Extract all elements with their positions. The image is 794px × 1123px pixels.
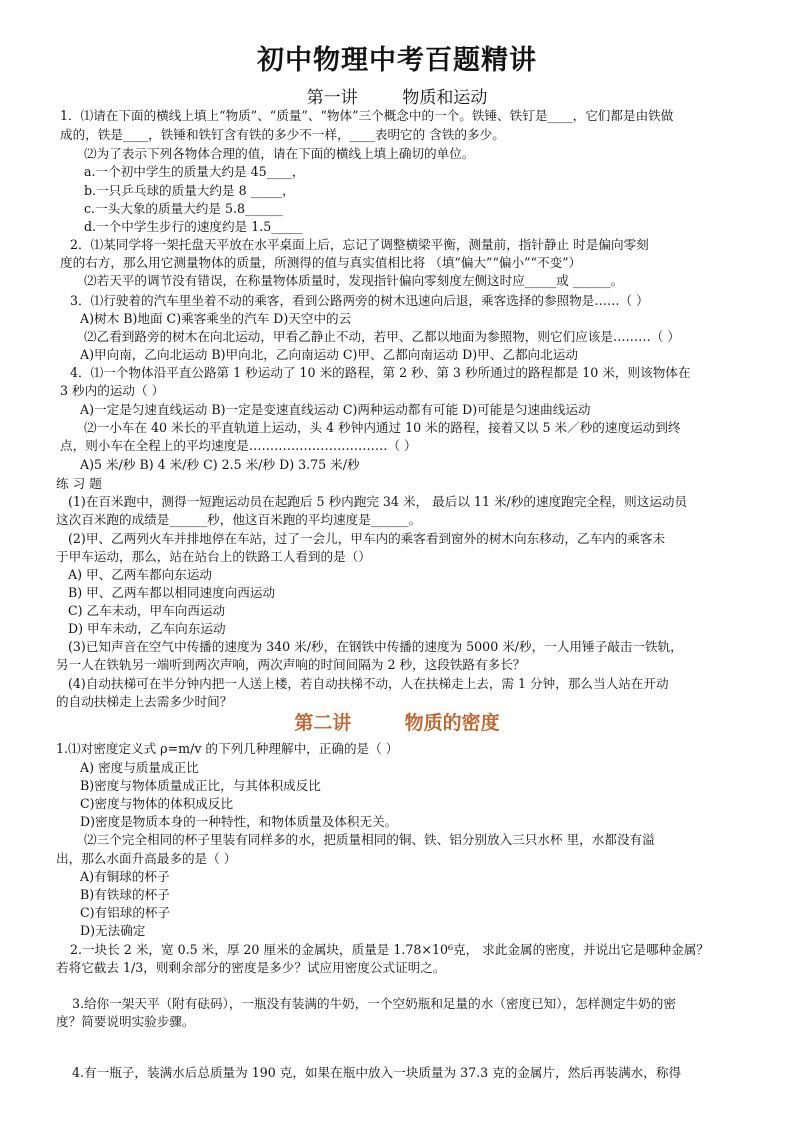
text-line: 1．⑴请在下面的横线上填上“物质”、“质量”、“物体”三个概念中的一个。铁锤、铁钉是____，它们都是由铁做 xyxy=(60,108,674,123)
text-line: 1.⑴对密度定义式 ρ=m/v 的下列几种理解中，正确的是（ ） xyxy=(56,741,399,756)
text-line: (4)自动扶梯可在半分钟内把一人送上楼，若自动扶梯不动，人在扶梯走上去，需 1 分钟，那么当人站在开动 xyxy=(68,676,669,691)
text-line: D) 甲车未动，乙车向东运动 xyxy=(68,621,226,636)
text-line: C) 乙车未动，甲车向西运动 xyxy=(68,603,226,618)
lecture-2-heading xyxy=(0,708,794,735)
text-line: ⑵一小车在 40 米长的平直轨道上运动，头 4 秒钟内通过 10 米的路程，接着又以 5 米／秒的速度运动到终 xyxy=(84,420,681,435)
text-line: 3．⑴行驶着的汽车里坐着不动的乘客，看到公路两旁的树木迅速向后退，乘客选择的参照物是……（ ） xyxy=(70,293,649,308)
text-line: A)甲向南，乙向北运动 B)甲向北，乙向南运动 C)甲、乙都向南运动 D)甲、乙都向北运动 xyxy=(80,347,578,362)
text-line: a.一个初中学生的质量大约是 45____， xyxy=(84,164,305,179)
text-line: ⑵三个完全相同的杯子里装有同样多的水，把质量相同的铜、铁、铝分别放入三只水杯 里，水都没有溢 xyxy=(84,832,655,847)
text-line: B)有铁球的杯子 xyxy=(80,887,170,902)
text-line: 2.一块长 2 米，宽 0.5 米，厚 20 厘米的金属块，质量是 1.78×10⁶克， 求此金属的密度，并说出它是哪种金属？ xyxy=(70,942,709,957)
lecture-2-number: 第二讲 xyxy=(294,712,352,734)
text-line: ⑵为了表示下列各物体合理的值，请在下面的横线上填上确切的单位。 xyxy=(84,146,475,161)
text-line: A)有铜球的杯子 xyxy=(80,869,170,884)
lecture-1-heading xyxy=(0,83,794,108)
lecture-1-number: 第一讲 xyxy=(306,88,358,108)
text-line: C)有铝球的杯子 xyxy=(80,905,171,920)
lecture-1-name: 物质和运动 xyxy=(402,88,488,108)
text-line: C)密度与物体的体积成反比 xyxy=(80,796,234,811)
text-line: 3 秒内的运动（ ） xyxy=(60,383,165,398)
text-line: B)密度与物体质量成正比，与其体积成反比 xyxy=(80,778,321,793)
text-line: A) 甲、乙两车都向东运动 xyxy=(68,567,212,582)
text-line: 度？简要说明实验步骤。 xyxy=(56,1014,195,1029)
text-line: ⑵若天平的调节没有错误，在称量物体质量时，发现指针偏向零刻度左侧这时应_____或 ______。 xyxy=(84,273,624,288)
text-line: c.一头大象的质量大约是 5.8______ xyxy=(84,201,283,216)
text-line: 若将它截去 1/3，则剩余部分的密度是多少？试应用密度公式证明之。 xyxy=(56,960,446,975)
text-line: 3.给你一架天平（附有砝码），一瓶没有装满的牛奶，一个空奶瓶和足量的水（密度已知），怎样测定牛奶的密 xyxy=(72,996,676,1011)
text-line: 4．⑴一个物体沿平直公路第 1 秒运动了 10 米的路程，第 2 秒、第 3 秒所通过的路程都是 10 米，则该物体在 xyxy=(70,365,691,380)
text-line: 的自动扶梯走上去需多少时间？ xyxy=(56,694,233,709)
text-line: (3)已知声音在空气中传播的速度为 340 米/秒，在钢铁中传播的速度为 5000 米/秒，一人用锤子敲击一铁轨， xyxy=(68,639,683,654)
text-line: (1)在百米跑中，测得一短跑运动员在起跑后 5 秒内跑完 34 米， 最后以 11 米/秒的速度跑完全程，则这运动员 xyxy=(68,494,688,509)
text-line: A) 密度与质量成正比 xyxy=(80,760,199,775)
text-line: 出，那么水面升高最多的是（ ） xyxy=(56,851,237,866)
text-line: 这次百米跑的成绩是______秒，他这百米跑的平均速度是______。 xyxy=(56,512,422,527)
text-line: d.一个中学生步行的速度约是 1.5_____ xyxy=(84,219,303,234)
text-line: 度的右方，那么用它测量物体的质量，所测得的值与真实值相比将 （填“偏大”“偏小”“不变”） xyxy=(60,255,582,270)
text-line: 练 习 题 xyxy=(56,476,102,491)
text-line: 4.有一瓶子，装满水后总质量为 190 克，如果在瓶中放入一块质量为 37.3 克的金属片，然后再装满水，称得 xyxy=(72,1065,682,1080)
lecture-2-name: 物质的密度 xyxy=(404,712,500,734)
text-line: D)密度是物质本身的一种特性，和物体质量及体积无关。 xyxy=(80,814,398,829)
text-line: 于甲车运动，那么，站在站台上的铁路工人看到的是（） xyxy=(56,549,371,564)
text-line: b.一只乒乓球的质量大约是 8 _____， xyxy=(84,183,295,198)
text-line: 点，则小车在全程上的平均速度是……………………………（ ） xyxy=(60,438,417,453)
text-line: B) 甲、乙两车都以相同速度向西运动 xyxy=(68,585,276,600)
text-line: 成的，铁是____，铁锤和铁钉含有铁的多少不一样，____表明它的 含铁的多少。 xyxy=(60,127,505,142)
text-line: A)树木 B)地面 C)乘客乘坐的汽车 D)天空中的云 xyxy=(80,311,352,326)
text-line: 另一人在铁轨另一端听到两次声响，两次声响的时间间隔为 2 秒，这段铁路有多长？ xyxy=(56,657,526,672)
text-line: A)一定是匀速直线运动 B)一定是变速直线运动 C)两种运动都有可能 D)可能是匀速曲线运动 xyxy=(80,402,591,417)
text-line: D)无法确定 xyxy=(80,923,146,938)
text-line: (2)甲、乙两列火车并排地停在车站，过了一会儿，甲车内的乘客看到窗外的树木向东移动，乙车内的乘客未 xyxy=(68,531,666,546)
text-line: 2．⑴某同学将一架托盘天平放在水平桌面上后，忘记了调整横梁平衡，测量前，指针静止 时是偏向零刻 xyxy=(70,237,649,252)
text-line: ⑵乙看到路旁的树木在向北运动，甲看乙静止不动，若甲、乙都以地面为参照物，则它们应该是………（ ） xyxy=(84,329,680,344)
text-line: A)5 米/秒 B) 4 米/秒 C) 2.5 米/秒 D) 3.75 米/秒 xyxy=(80,457,360,472)
document-title: 初中物理中考百题精讲 xyxy=(257,45,537,76)
